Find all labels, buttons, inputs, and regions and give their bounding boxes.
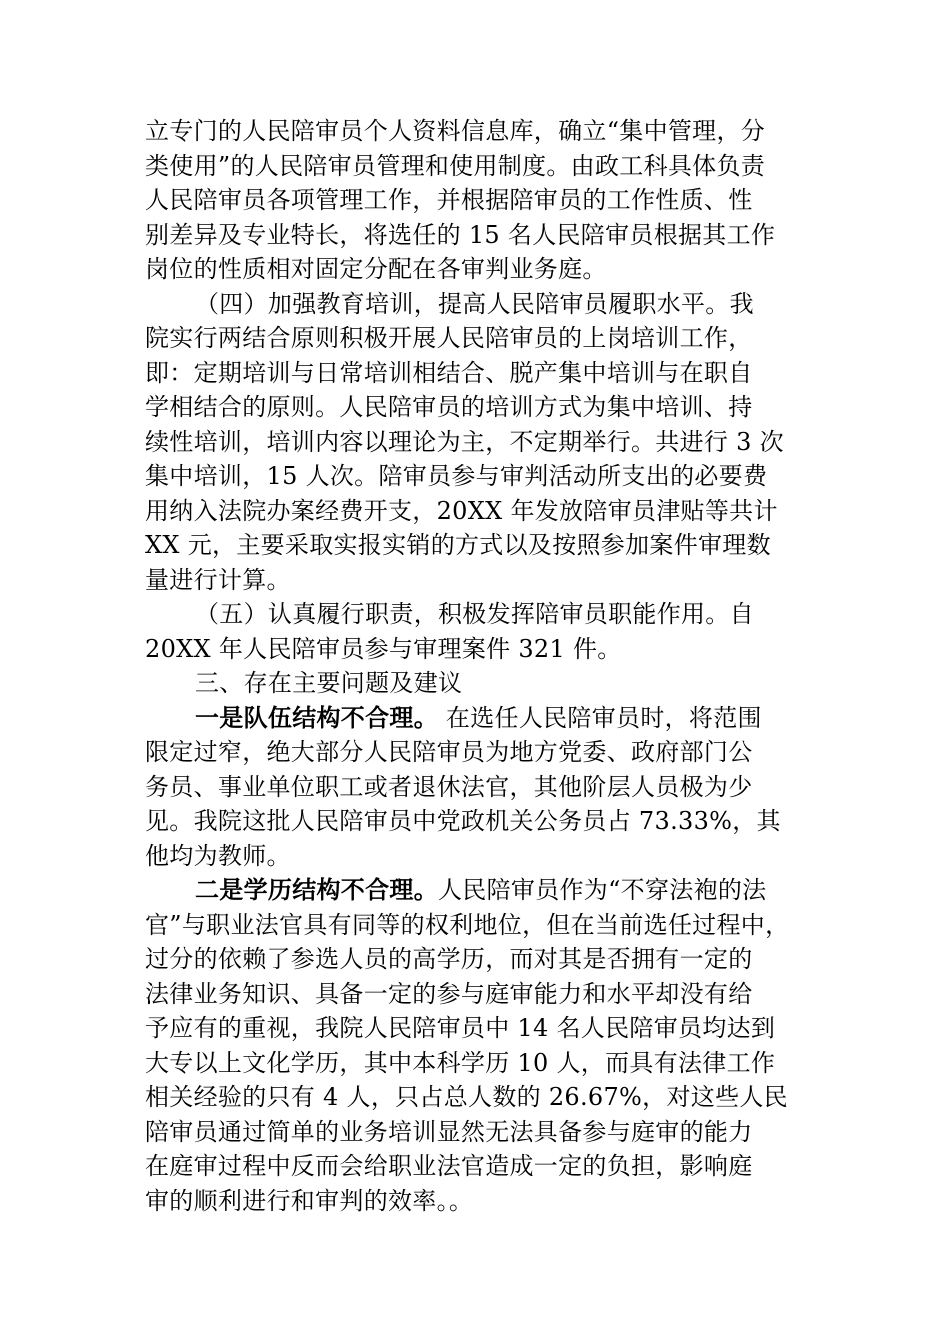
text-line: 院实行两结合原则积极开展人民陪审员的上岗培训工作， xyxy=(145,324,753,352)
text-line: 他均为教师。 xyxy=(145,841,291,870)
text-line: 官”与职业法官具有同等的权利地位，但在当前选任过程中， xyxy=(145,910,790,939)
text-line: 集中培训，15 人次。陪审员参与审判活动所支出的必要费 xyxy=(145,462,768,490)
text-line: 20XX 年人民陪审员参与审理案件 321 件。 xyxy=(145,634,622,663)
section-four-heading-line: （四）加强教育培训，提高人民陪审员履职水平。我 xyxy=(195,289,754,318)
text-line: XX 元，主要采取实报实销的方式以及按照参加案件审理数 xyxy=(145,531,771,559)
text-line: 过分的依赖了参选人员的高学历，而对其是否拥有一定的 xyxy=(145,945,753,973)
section-three-heading: 三、存在主要问题及建议 xyxy=(195,669,463,697)
text-line: 学相结合的原则。人民陪审员的培训方式为集中培训、持 xyxy=(145,393,753,421)
text-line: 岗位的性质相对固定分配在各审判业务庭。 xyxy=(145,255,607,283)
text-line: 用纳入法院办案经费开支，20XX 年发放陪审员津贴等共计 xyxy=(145,496,778,525)
text-line: 见。我院这批人民陪审员中党政机关公务员占 73.33%，其 xyxy=(145,807,781,835)
document-body xyxy=(145,114,807,1218)
text-line: 立专门的人民陪审员个人资料信息库，确立“集中管理，分 xyxy=(145,117,766,145)
text-line: 在庭审过程中反而会给职业法官造成一定的负担，影响庭 xyxy=(145,1152,753,1180)
text-line: 别差异及专业特长，将选任的 15 名人民陪审员根据其工作 xyxy=(145,220,776,249)
text-line: 陪审员通过简单的业务培训显然无法具备参与庭审的能力 xyxy=(145,1117,753,1146)
text-line: 予应有的重视，我院人民陪审员中 14 名人民陪审员均达到 xyxy=(145,1014,776,1042)
text-line: 务员、事业单位职工或者退休法官，其他阶层人员极为少 xyxy=(145,772,753,801)
problem-two-text: 人民陪审员作为“不穿法袍的法 xyxy=(438,876,767,904)
text-line: 即：定期培训与日常培训相结合、脱产集中培训与在职自 xyxy=(145,358,753,387)
problem-one-line xyxy=(145,701,807,736)
problem-one-text: 在选任人民陪审员时，将范围 xyxy=(438,703,762,732)
text-line: 审的顺利进行和审判的效率。。 xyxy=(145,1186,474,1215)
text-line: 人民陪审员各项管理工作，并根据陪审员的工作性质、性 xyxy=(145,186,753,214)
section-five-heading-line: （五）认真履行职责，积极发挥陪审员职能作用。自 xyxy=(195,600,754,628)
text-line: 法律业务知识、具备一定的参与庭审能力和水平却没有给 xyxy=(145,979,753,1008)
problem-two-title: 二是学历结构不合理。 xyxy=(195,875,438,904)
text-line: 类使用”的人民陪审员管理和使用制度。由政工科具体负责 xyxy=(145,151,766,180)
text-line: 相关经验的只有 4 人，只占总人数的 26.67%，对这些人民 xyxy=(145,1083,788,1111)
problem-two-line xyxy=(145,873,807,908)
text-line: 续性培训，培训内容以理论为主，不定期举行。共进行 3 次 xyxy=(145,427,784,456)
text-line: 大专以上文化学历，其中本科学历 10 人，而具有法律工作 xyxy=(145,1048,776,1077)
text-line: 量进行计算。 xyxy=(145,565,291,594)
text-line: 限定过窄，绝大部分人民陪审员为地方党委、政府部门公 xyxy=(145,738,753,766)
problem-one-title: 一是队伍结构不合理。 xyxy=(195,702,438,732)
